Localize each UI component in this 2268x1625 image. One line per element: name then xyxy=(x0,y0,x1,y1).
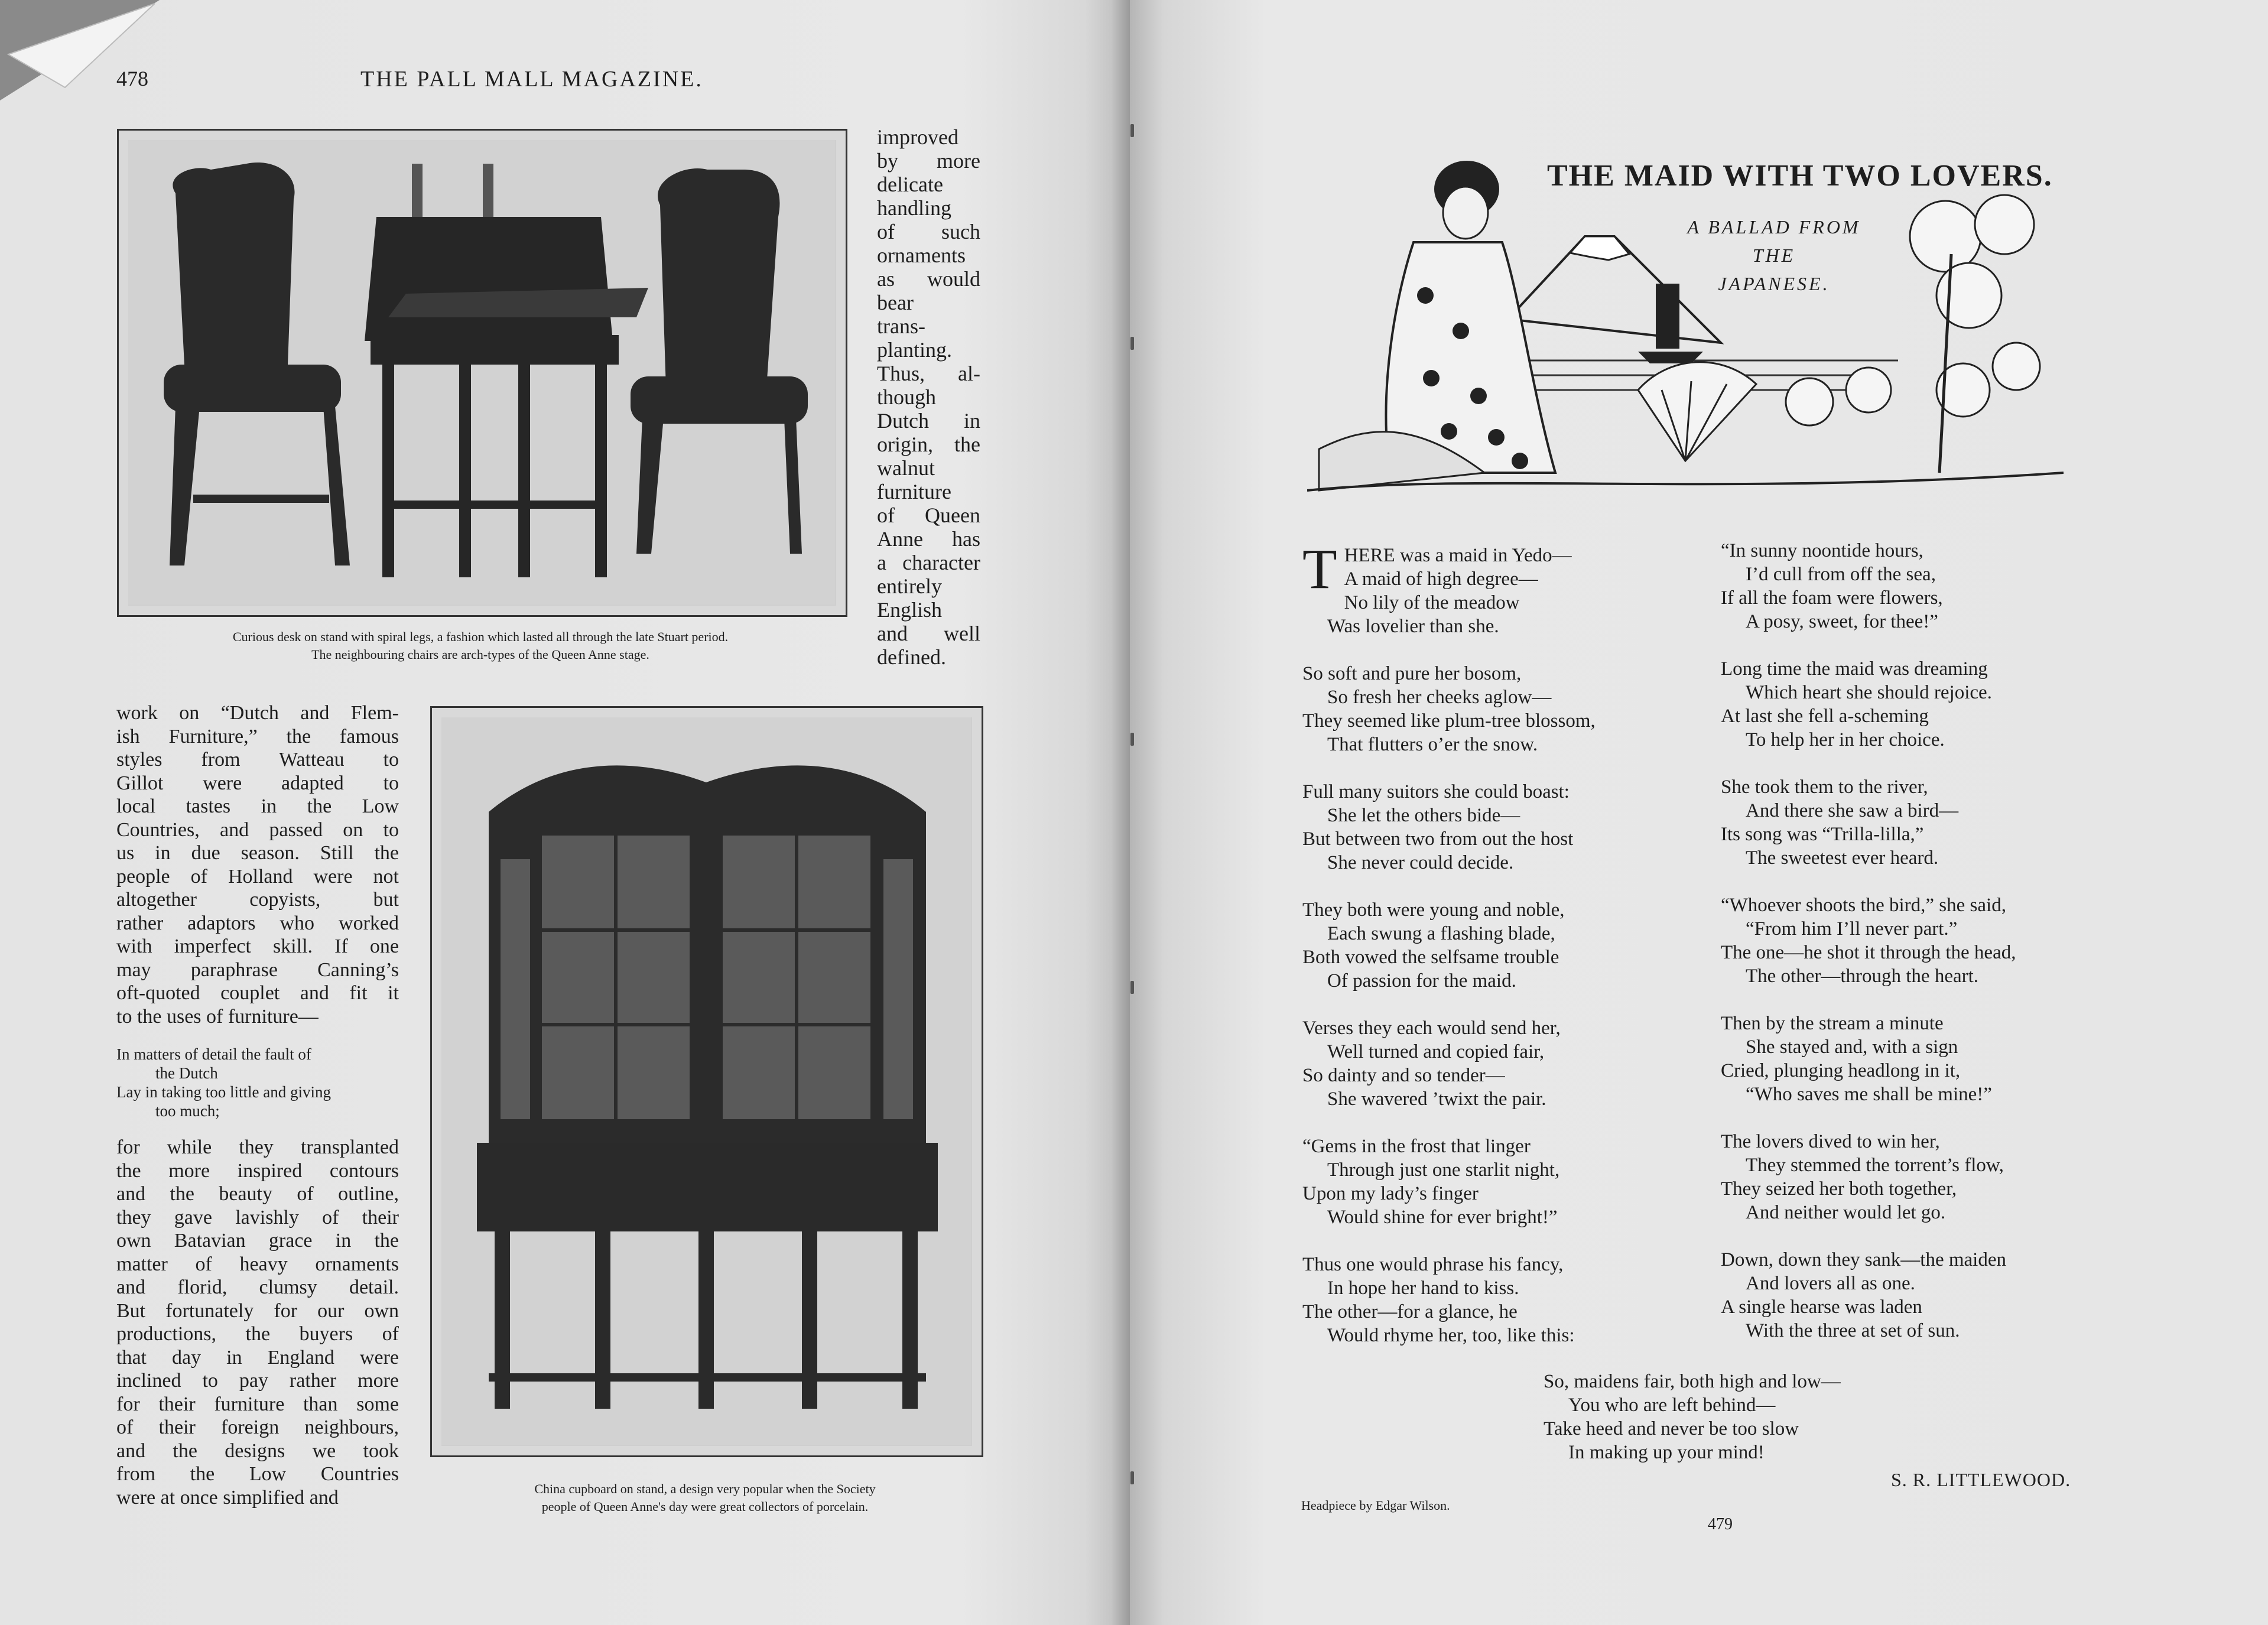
quoted-couplet xyxy=(116,1045,399,1120)
binding-stitch xyxy=(1130,733,1134,746)
stanza xyxy=(1302,1135,1559,1229)
photo1-caption xyxy=(117,628,844,663)
verse-line: They seemed like plum-tree blossom, xyxy=(1302,710,1596,732)
stanza xyxy=(1721,1248,2006,1343)
verse-line: To help her in her choice. xyxy=(1746,729,1945,750)
text-line: people of Holland were not xyxy=(116,865,399,888)
verse-line: If all the foam were flowers, xyxy=(1721,587,1943,609)
verse-line: In making up your mind! xyxy=(1568,1442,1765,1463)
verse-line: A single hearse was laden xyxy=(1721,1296,1922,1318)
headpiece-illustration xyxy=(1307,142,2064,508)
verse-line: Verses they each would send her, xyxy=(1302,1018,1561,1039)
verse-line: The other—through the heart. xyxy=(1746,966,1979,987)
stanza xyxy=(1721,1012,1992,1106)
text-line: of their foreign neighbours, xyxy=(116,1416,399,1438)
verse-line: Thus one would phrase his fancy, xyxy=(1302,1254,1564,1275)
text-line: and florid, clumsy detail. xyxy=(116,1276,399,1298)
verse-line: You who are left behind— xyxy=(1568,1395,1776,1416)
text-line: Anne has xyxy=(877,527,980,551)
verse-line: She stayed and, with a sign xyxy=(1746,1036,1958,1058)
text-line: productions, the buyers of xyxy=(116,1323,399,1345)
text-line: origin, the xyxy=(877,433,980,456)
stanza xyxy=(1302,662,1596,756)
verse-line: “In sunny noontide hours, xyxy=(1721,540,1923,561)
headpiece-credit: Headpiece by Edgar Wilson. xyxy=(1301,1498,1450,1513)
running-head: THE PALL MALL MAGAZINE. xyxy=(360,67,703,92)
verse-line: So, maidens fair, both high and low— xyxy=(1544,1371,1841,1392)
verse-line: And neither would let go. xyxy=(1746,1202,1946,1223)
verse-line: She let the others bide— xyxy=(1327,805,1520,826)
text-line: with imperfect skill. If one xyxy=(116,935,399,957)
photo2-caption xyxy=(430,1480,980,1515)
text-line: of such xyxy=(877,220,980,243)
stanza xyxy=(1302,537,1572,638)
stanza xyxy=(1721,893,2016,988)
text-line: the more inspired contours xyxy=(116,1159,399,1182)
text-line: walnut xyxy=(877,456,935,480)
verse-line: Well turned and copied fair, xyxy=(1327,1041,1545,1062)
verse-line: And lovers all as one. xyxy=(1746,1273,1915,1294)
text-line: inclined to pay rather more xyxy=(116,1370,399,1392)
text-line: us in due season. Still the xyxy=(116,842,399,864)
text-line: though xyxy=(877,385,937,409)
quote-line: the Dutch xyxy=(155,1064,218,1082)
verse-line: The other—for a glance, he xyxy=(1302,1301,1518,1322)
verse-line: “Who saves me shall be mine!” xyxy=(1746,1084,1992,1105)
verse-line: Take heed and never be too slow xyxy=(1544,1418,1799,1439)
text-line: trans- xyxy=(877,314,925,338)
text-line: may paraphrase Canning’s xyxy=(116,958,399,981)
verse-line: At last she fell a-scheming xyxy=(1721,706,1929,727)
verse-line: A maid of high degree— xyxy=(1344,568,1538,590)
text-line: rather adaptors who worked xyxy=(116,912,399,934)
verse-line: “From him I’ll never part.” xyxy=(1746,918,1958,940)
verse-line: That flutters o’er the snow. xyxy=(1327,734,1538,755)
furniture-photo-china-cupboard xyxy=(430,706,983,1457)
verse-line: And there she saw a bird— xyxy=(1746,800,1959,821)
photo1-caption-line2: The neighbouring chairs are arch-types of the Queen Anne stage. xyxy=(311,646,649,662)
ballad-subtitle xyxy=(1650,213,1898,298)
verse-line: Each swung a flashing blade, xyxy=(1327,923,1555,944)
text-line: improved xyxy=(877,125,958,149)
verse-line: “Gems in the frost that linger xyxy=(1302,1136,1531,1157)
gutter-shadow xyxy=(1111,0,1130,1625)
verse-line: She wavered ’twixt the pair. xyxy=(1327,1088,1546,1110)
body-text-top xyxy=(116,701,399,1028)
text-line: furniture xyxy=(877,480,951,503)
text-line: But fortunately for our own xyxy=(116,1299,399,1322)
stanza xyxy=(1302,898,1565,993)
text-line: a character xyxy=(877,551,980,574)
verse-line: They both were young and noble, xyxy=(1302,899,1565,921)
verse-line: Was lovelier than she. xyxy=(1327,616,1499,637)
text-line: own Batavian grace in the xyxy=(116,1230,399,1252)
text-line: for while they transplanted xyxy=(116,1136,399,1158)
ballad-title: THE MAID WITH TWO LOVERS. xyxy=(1547,159,2053,193)
quote-line: In matters of detail the fault of xyxy=(116,1045,311,1063)
verse-line: They stemmed the torrent’s flow, xyxy=(1746,1155,2004,1176)
verse-line: So dainty and so tender— xyxy=(1302,1065,1505,1086)
text-line: and well xyxy=(877,622,980,645)
verse-line: So fresh her cheeks aglow— xyxy=(1327,687,1552,708)
author-signature: S. R. LITTLEWOOD. xyxy=(1891,1469,2071,1490)
binding-stitch xyxy=(1130,1471,1134,1484)
verse-line: Long time the maid was dreaming xyxy=(1721,658,1988,680)
furniture-photo-desk-chairs xyxy=(117,129,847,617)
photo1-caption-line1: Curious desk on stand with spiral legs, a fashion which lasted all through the late Stuart period. xyxy=(232,629,729,644)
text-line: they gave lavishly of their xyxy=(116,1206,399,1228)
text-line: local tastes in the Low xyxy=(116,795,399,817)
text-line: ornaments xyxy=(877,243,966,267)
text-line: defined. xyxy=(877,645,946,669)
text-line: Countries, and passed on to xyxy=(116,818,399,841)
verse-line: A posy, sweet, for thee!” xyxy=(1746,611,1938,632)
stanza xyxy=(1721,657,1992,752)
verse-line: No lily of the meadow xyxy=(1344,592,1520,613)
verse-line: Through just one starlit night, xyxy=(1327,1159,1560,1181)
verse-line: “Whoever shoots the bird,” she said, xyxy=(1721,895,2006,916)
narrow-text-column xyxy=(877,125,980,669)
text-line: styles from Watteau to xyxy=(116,749,399,771)
verse-line: Then by the stream a minute xyxy=(1721,1013,1944,1034)
text-line: Dutch in xyxy=(877,409,980,433)
quote-line: Lay in taking too little and giving xyxy=(116,1083,331,1101)
text-line: and the designs we took xyxy=(116,1439,399,1462)
verse-line: Down, down they sank—the maiden xyxy=(1721,1249,2006,1270)
verse-line: The sweetest ever heard. xyxy=(1746,847,1939,869)
verse-line: Of passion for the maid. xyxy=(1327,970,1516,992)
body-text-bottom xyxy=(116,1136,399,1509)
stanza xyxy=(1302,1016,1561,1111)
subtitle-line: THE xyxy=(1752,245,1796,266)
text-line: oft-quoted couplet and fit it xyxy=(116,982,399,1004)
text-line: delicate xyxy=(877,173,943,196)
verse-line: I’d cull from off the sea, xyxy=(1746,564,1936,585)
text-line: were at once simplified and xyxy=(116,1486,339,1509)
stanza xyxy=(1721,1130,2004,1224)
verse-line: HERE was a maid in Yedo— xyxy=(1344,545,1572,566)
text-line: matter of heavy ornaments xyxy=(116,1253,399,1275)
verse-line: She never could decide. xyxy=(1327,852,1514,873)
text-line: entirely xyxy=(877,574,942,598)
verse-line: The lovers dived to win her, xyxy=(1721,1131,1940,1152)
text-line: from the Low Countries xyxy=(116,1463,399,1485)
text-line: of Queen xyxy=(877,503,980,527)
text-line: handling xyxy=(877,196,951,220)
binding-stitch xyxy=(1130,337,1134,350)
stanza xyxy=(1302,780,1573,875)
drop-cap: T xyxy=(1302,537,1337,600)
verse-line: Upon my lady’s finger xyxy=(1302,1183,1479,1204)
page-number: 478 xyxy=(116,67,148,90)
verse-line: In hope her hand to kiss. xyxy=(1327,1278,1519,1299)
verse-line: But between two from out the host xyxy=(1302,828,1574,850)
stanza xyxy=(1302,1253,1575,1347)
left-page xyxy=(0,0,1130,1625)
verse-line: The one—he shot it through the head, xyxy=(1721,942,2016,963)
final-stanza xyxy=(1544,1370,1841,1464)
text-line: planting. xyxy=(877,338,952,362)
text-line: work on “Dutch and Flem- xyxy=(116,702,399,724)
right-page xyxy=(1130,0,2268,1625)
verse-line: Cried, plunging headlong in it, xyxy=(1721,1060,1961,1081)
verse-line: Which heart she should rejoice. xyxy=(1746,682,1992,703)
verse-line: Would rhyme her, too, like this: xyxy=(1327,1325,1575,1346)
photo2-caption-line1: China cupboard on stand, a design very popular when the Society xyxy=(534,1481,876,1496)
text-line: ish Furniture,” the famous xyxy=(116,725,399,748)
binding-stitch xyxy=(1130,981,1134,994)
page-number: 479 xyxy=(1708,1515,1733,1533)
text-line: for their furniture than some xyxy=(116,1393,399,1415)
text-line: English xyxy=(877,598,943,622)
binding-stitch xyxy=(1130,124,1134,137)
desk-chairs-illustration xyxy=(128,140,835,604)
text-line: as would xyxy=(877,267,980,291)
text-line: that day in England were xyxy=(116,1346,399,1369)
china-cupboard-illustration xyxy=(441,717,971,1445)
verse-line: Both vowed the selfsame trouble xyxy=(1302,947,1559,968)
verse-line: Would shine for ever bright!” xyxy=(1327,1207,1558,1228)
text-line: by more xyxy=(877,149,980,173)
photo2-caption-line2: people of Queen Anne's day were great collectors of porcelain. xyxy=(541,1499,869,1514)
verse-line: They seized her both together, xyxy=(1721,1178,1957,1200)
verse-line: So soft and pure her bosom, xyxy=(1302,663,1522,684)
text-line: altogether copyists, but xyxy=(116,889,399,911)
text-line: bear xyxy=(877,291,914,314)
verse-line: With the three at set of sun. xyxy=(1746,1320,1960,1341)
text-line: and the beauty of outline, xyxy=(116,1183,399,1205)
stanza xyxy=(1721,539,1943,633)
stanza xyxy=(1721,775,1958,870)
verse-line: Its song was “Trilla-lilla,” xyxy=(1721,824,1924,845)
text-line: Gillot were adapted to xyxy=(116,772,399,794)
text-line: Thus, al- xyxy=(877,362,980,385)
subtitle-line: A BALLAD FROM xyxy=(1687,216,1861,238)
subtitle-line: JAPANESE. xyxy=(1718,273,1830,294)
verse-line: She took them to the river, xyxy=(1721,776,1928,798)
text-line: to the uses of furniture— xyxy=(116,1005,319,1028)
verse-line: Full many suitors she could boast: xyxy=(1302,781,1570,802)
quote-line: too much; xyxy=(155,1102,220,1120)
